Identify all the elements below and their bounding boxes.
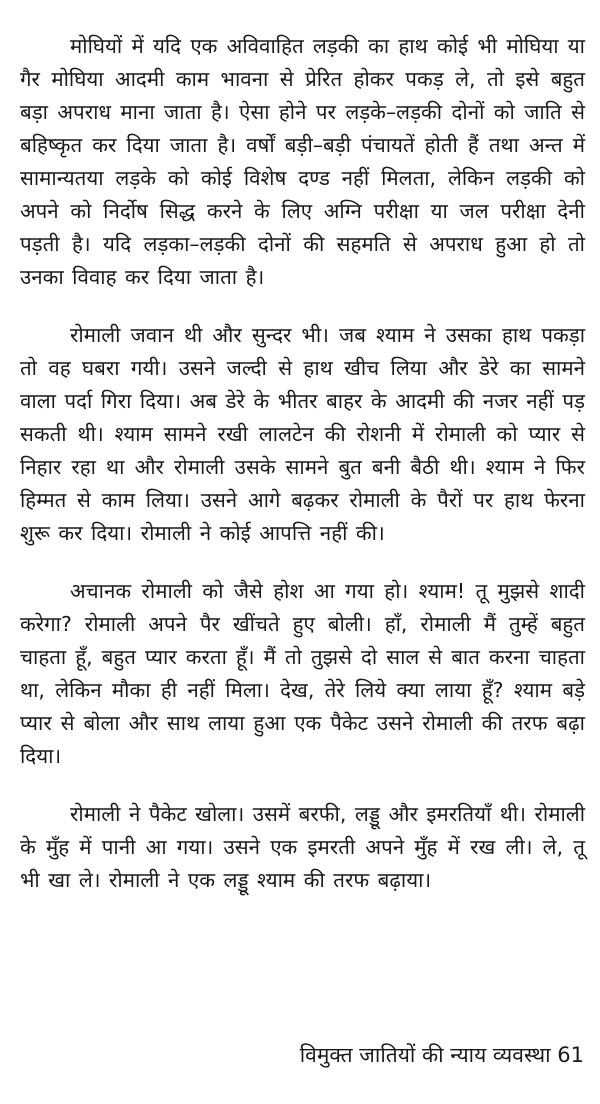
running-title: विमुक्त जातियों की न्याय व्यवस्था bbox=[299, 1043, 551, 1067]
page-number: 61 bbox=[557, 1043, 584, 1067]
paragraph-4: रोमाली ने पैकेट खोला। उसमें बरफी, लड्डू और इमरतियाँ थी। रोमाली के मुँह में पानी आ गया। उसने एक इमरती अपने मुँह में रख ली। ले, तू भी खा ले। रोमाली ने एक लड्डू श्याम की तरफ बढ़ाया। bbox=[20, 802, 585, 892]
page-footer bbox=[300, 1040, 584, 1070]
paragraph-2: रोमाली जवान थी और सुन्दर भी। जब श्याम ने उसका हाथ पकड़ा तो वह घबरा गयी। उसने जल्दी से हाथ खीच लिया और डेरे का सामने वाला पर्दा गिरा दिया। अब डेरे के भीतर बाहर के आदमी की नजर नहीं पड़ सकती थी। श्याम सामने रखी लालटेन की रोशनी में रोमाली को प्यार से निहार रहा था और रोमाली उसके सामने बुत बनी बैठी थी। श्याम ने फिर हिम्मत से काम लिया। उसने आगे बढ़कर रोमाली के पैरों पर हाथ फेरना शुरू कर दिया। रोमाली ने कोई आपत्ति नहीं की। bbox=[20, 323, 585, 545]
page-body bbox=[20, 30, 585, 922]
paragraph-1: मोघियों में यदि एक अविवाहित लड़की का हाथ कोई भी मोघिया या गैर मोघिया आदमी काम भावना से प्रेरित होकर पकड़ ले, तो इसे बहुत बड़ा अपराध माना जाता है। ऐसा होने पर लड़के–लड़की दोनों को जाति से बहिष्कृत कर दिया जाता है। वर्षों बड़ी–बड़ी पंचायतें होती हैं तथा अन्त में सामान्यतया लड़के को कोई विशेष दण्ड नहीं मिलता, लेकिन लड़की को अपने को निर्दोष सिद्ध करने के लिए अग्नि परीक्षा या जल परीक्षा देनी पड़ती है। यदि लड़का–लड़की दोनों की सहमति से अपराध हुआ हो तो उनका विवाह कर दिया जाता है। bbox=[20, 34, 585, 289]
paragraph-3: अचानक रोमाली को जैसे होश आ गया हो। श्याम! तू मुझसे शादी करेगा? रोमाली अपने पैर खींचते हुए बोली। हाँ, रोमाली मैं तुम्हें बहुत चाहता हूँ, बहुत प्यार करता हूँ। मैं तो तुझसे दो साल से बात करना चाहता था, लेकिन मौका ही नहीं मिला। देख, तेरे लिये क्या लाया हूँ? श्याम बड़े प्यार से बोला और साथ लाया हुआ एक पैकेट उसने रोमाली की तरफ बढ़ा दिया। bbox=[20, 579, 585, 768]
